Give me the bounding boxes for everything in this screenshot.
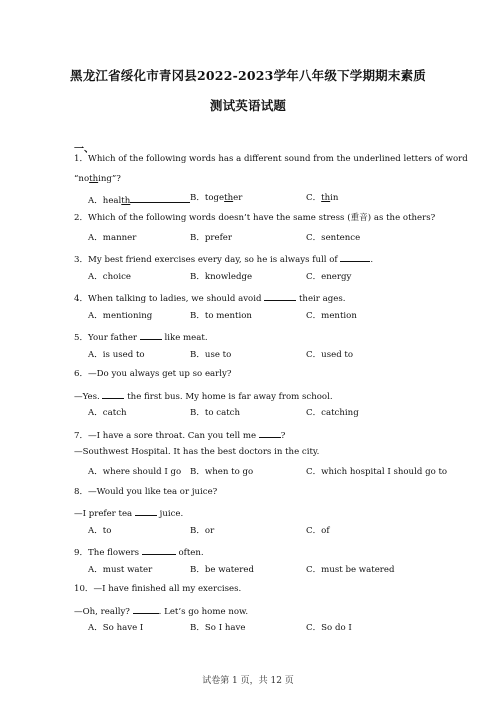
option-c[interactable]: C．energy xyxy=(306,272,352,282)
question-6-stem: 6．—Do you always get up so early? xyxy=(74,369,232,379)
question-7-reply: —Southwest Hospital. It has the best doctors in the city. xyxy=(74,447,320,457)
question-1-word: “nothing”? xyxy=(74,174,121,184)
option-b[interactable]: B．use to xyxy=(190,350,232,360)
option-b[interactable]: B．be watered xyxy=(190,565,254,575)
option-a[interactable]: A．where should I go xyxy=(88,467,182,477)
option-c[interactable]: C．which hospital I should go to xyxy=(306,467,448,477)
option-b[interactable]: B．when to go xyxy=(190,467,254,477)
option-c[interactable]: C．So do I xyxy=(306,623,352,633)
option-a[interactable]: A．So have I xyxy=(88,623,144,633)
document-title-line-2: 测试英语试题 xyxy=(209,98,287,113)
question-9-stem: 9．The flowers often. xyxy=(74,545,204,559)
option-c[interactable]: C．catching xyxy=(306,408,359,418)
option-b[interactable]: B．to mention xyxy=(190,311,252,321)
option-a[interactable]: A．must water xyxy=(88,565,153,575)
answer-blank xyxy=(133,604,159,614)
question-7-stem: 7．—I have a sore throat. Can you tell me ? xyxy=(74,428,285,442)
question-4-stem: 4．When talking to ladies, we should avoid their ages. xyxy=(74,291,345,305)
option-a[interactable]: A．catch xyxy=(88,408,127,418)
answer-blank xyxy=(130,193,190,203)
option-a[interactable]: A．health xyxy=(88,193,190,207)
question-2-stem: 2．Which of the following words doesn’t have the same stress (重音) as the others? xyxy=(74,213,436,223)
question-3-stem: 3．My best friend exercises every day, so he is always full of . xyxy=(74,252,373,266)
option-b[interactable]: B．knowledge xyxy=(190,272,253,282)
answer-blank xyxy=(102,389,124,399)
document-title-line-1: 黑龙江省绥化市青冈县2022-2023学年八年级下学期期末素质 xyxy=(70,68,426,83)
section-heading: 一、 xyxy=(74,144,94,155)
question-8-reply: —I prefer tea juice. xyxy=(74,506,183,520)
answer-blank xyxy=(259,428,281,438)
question-10-reply: —Oh, really? . Let’s go home now. xyxy=(74,604,248,618)
option-a[interactable]: A．to xyxy=(88,526,112,536)
option-c[interactable]: C．sentence xyxy=(306,233,361,243)
option-b[interactable]: B．to catch xyxy=(190,408,241,418)
page-footer: 试卷第 1 页，共 12 页 xyxy=(202,676,294,686)
answer-blank xyxy=(135,506,157,516)
option-b[interactable]: B．together xyxy=(190,193,243,203)
option-c[interactable]: C．of xyxy=(306,526,330,536)
option-a[interactable]: A．manner xyxy=(88,233,137,243)
question-8-stem: 8．—Would you like tea or juice? xyxy=(74,487,218,497)
question-6-reply: —Yes. the first bus. My home is far away from school. xyxy=(74,389,333,403)
question-10-stem: 10．—I have finished all my exercises. xyxy=(74,584,242,594)
answer-blank xyxy=(140,330,162,340)
option-c[interactable]: C．thin xyxy=(306,193,339,203)
underlined-letters: th xyxy=(89,174,99,184)
option-b[interactable]: B．prefer xyxy=(190,233,232,243)
answer-blank xyxy=(142,545,176,555)
answer-blank xyxy=(340,252,370,262)
option-a[interactable]: A．choice xyxy=(88,272,131,282)
option-c[interactable]: C．mention xyxy=(306,311,357,321)
option-a[interactable]: A．mentioning xyxy=(88,311,153,321)
option-b[interactable]: B．or xyxy=(190,526,215,536)
question-5-stem: 5．Your father like meat. xyxy=(74,330,208,344)
option-c[interactable]: C．must be watered xyxy=(306,565,395,575)
question-1-stem: 1．Which of the following words has a different sound from the underlined letters of word xyxy=(74,154,468,164)
answer-blank xyxy=(264,291,296,301)
option-a[interactable]: A．is used to xyxy=(88,350,145,360)
option-c[interactable]: C．used to xyxy=(306,350,354,360)
option-b[interactable]: B．So I have xyxy=(190,623,246,633)
